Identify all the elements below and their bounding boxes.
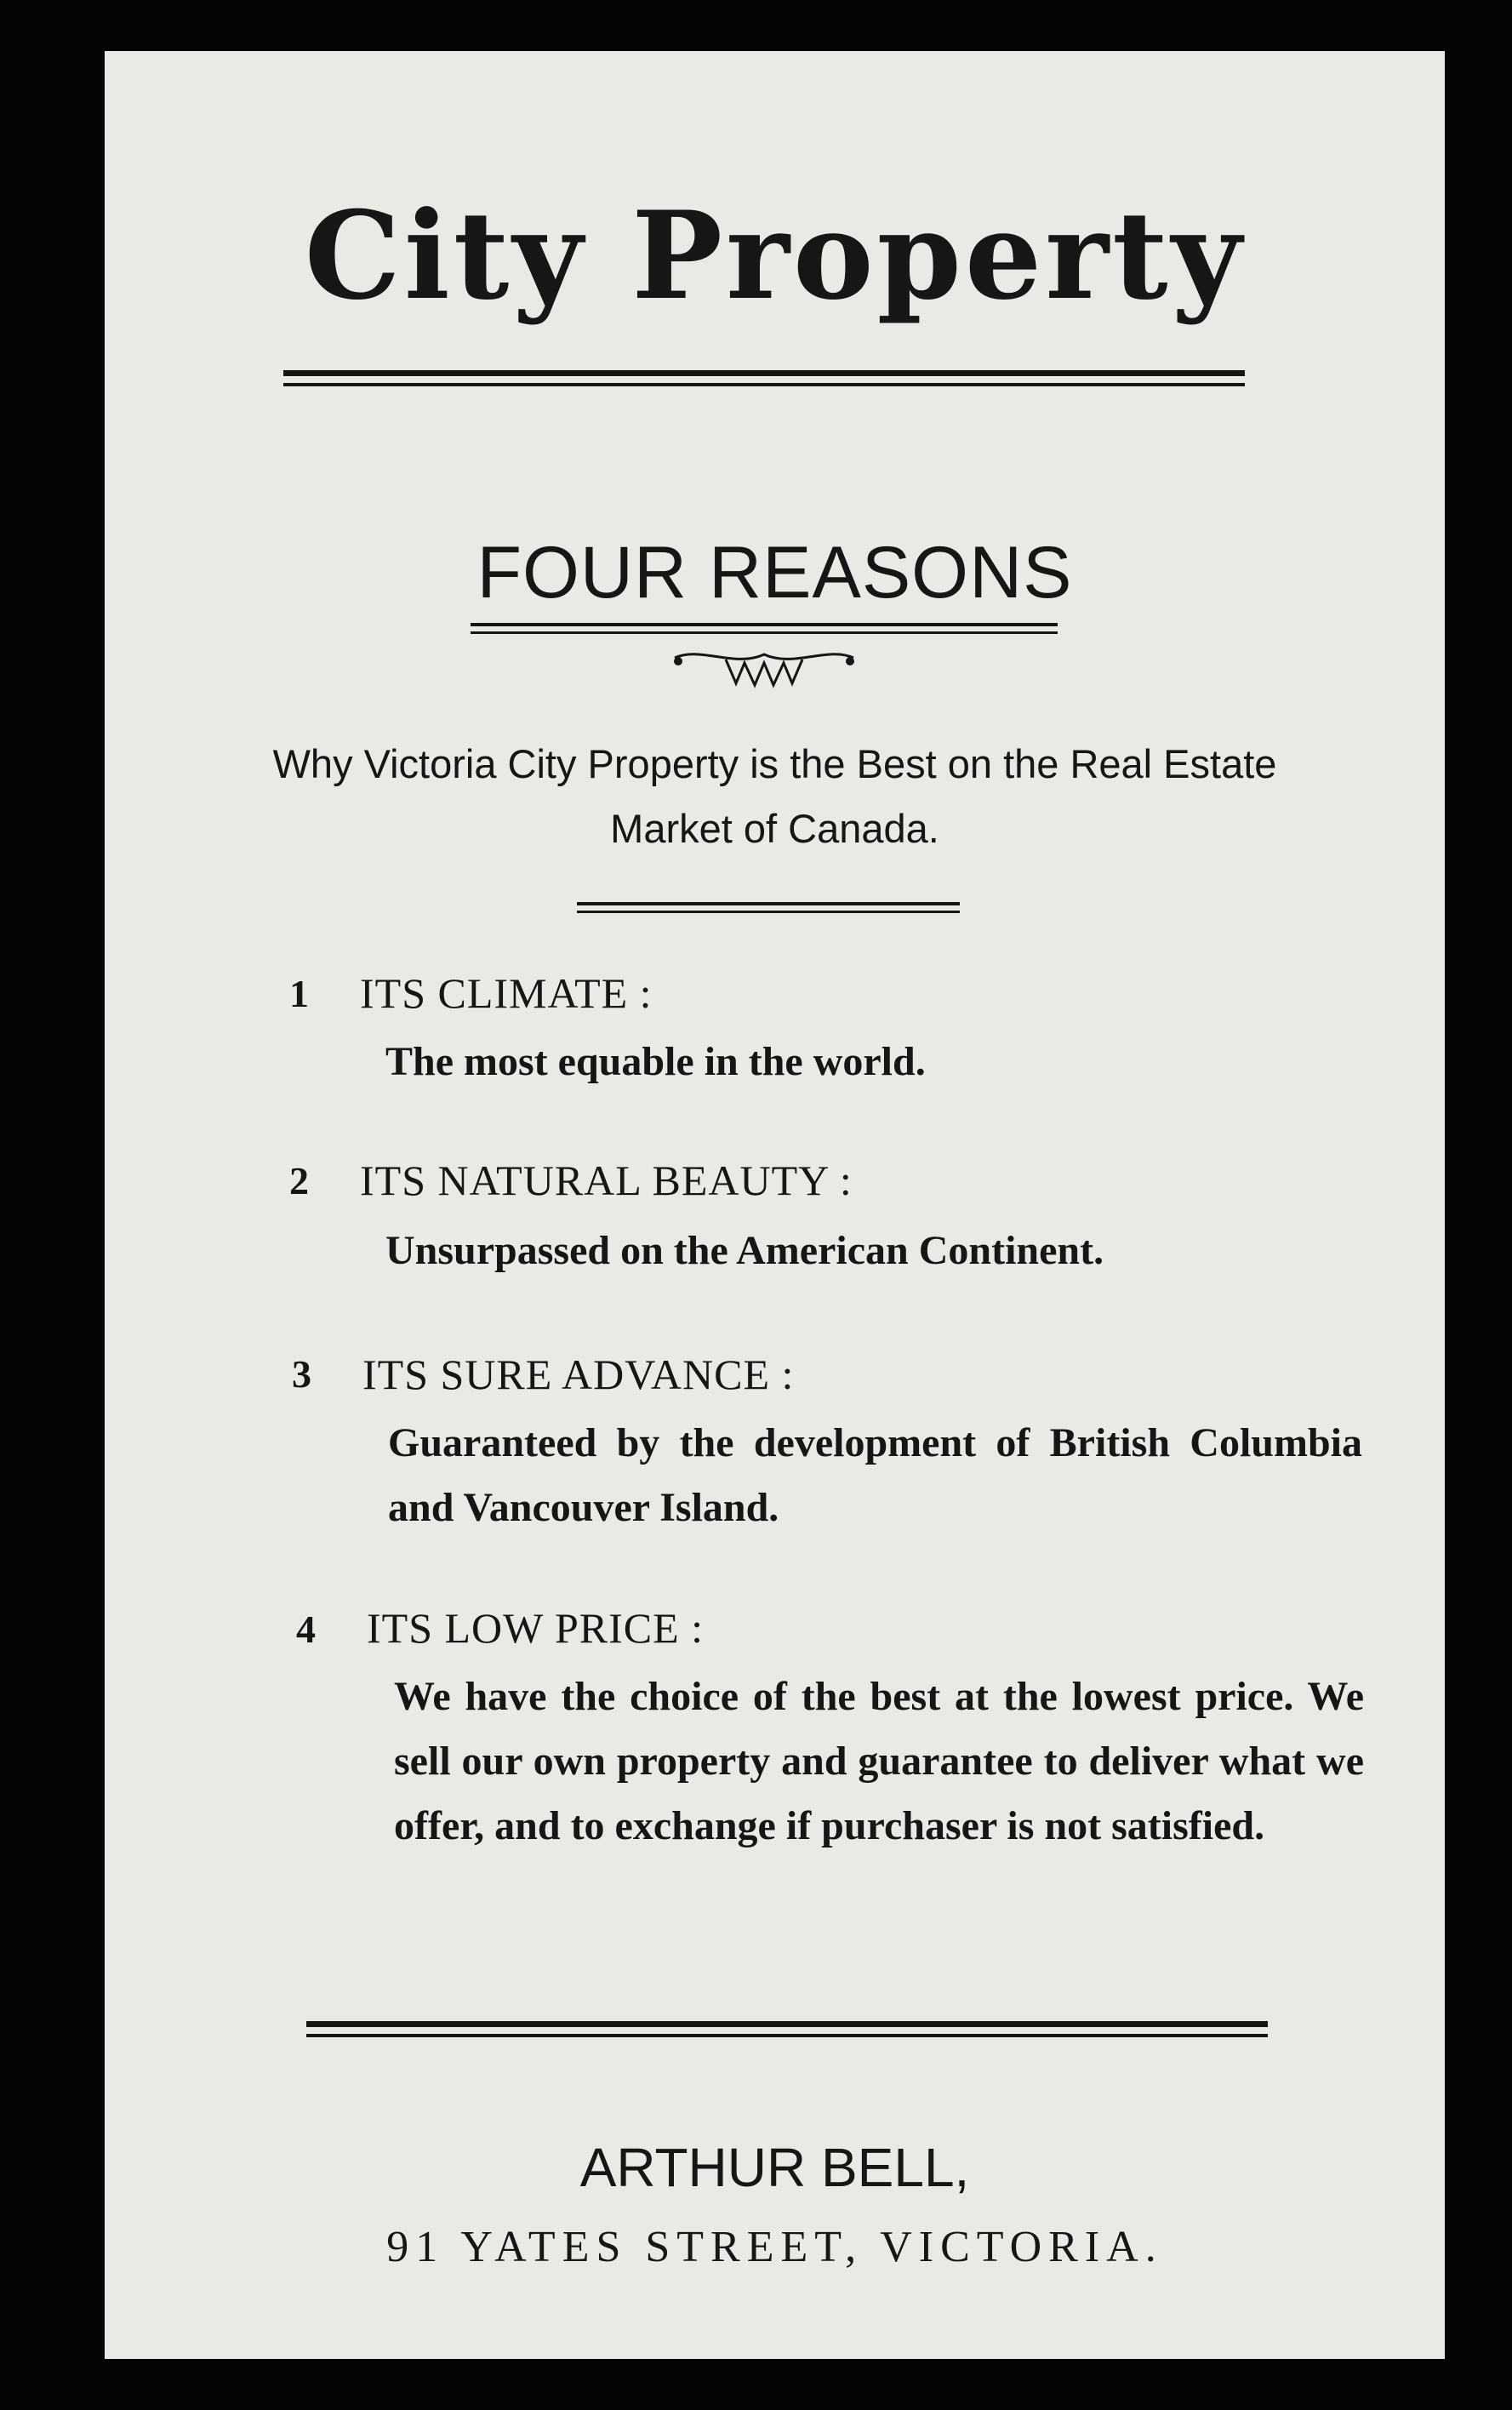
reason-3-body: Guaranteed by the development of British Columbia and Vancouver Island. [388, 1420, 1362, 1530]
reason-1-number: 1 [289, 972, 309, 1015]
heading-rule-bottom [471, 631, 1058, 634]
footer-name: ARTHUR BELL, [579, 2137, 970, 2198]
reason-3-title: ITS SURE ADVANCE : [362, 1351, 795, 1398]
reason-4-body: We have the choice of the best at the lowest price. We sell our own property and guarantee to deliver what we offer, and to exchange if purchaser is not satisfied. [394, 1674, 1364, 1848]
reason-3-number: 3 [292, 1352, 311, 1396]
reason-2-title: ITS NATURAL BEAUTY : [360, 1156, 853, 1204]
footer-address: 91 YATES STREET, VICTORIA. [386, 2223, 1163, 2271]
footer-rule-top [306, 2021, 1268, 2027]
subtitle-text: Why Victoria City Property is the Best on the Real Estate Market of Canada. [272, 741, 1277, 851]
reason-2-number: 2 [289, 1159, 309, 1202]
flyer-card [105, 51, 1445, 2359]
reason-4-title: ITS LOW PRICE : [367, 1604, 705, 1652]
reason-1-title: ITS CLIMATE : [360, 969, 653, 1017]
title-rule-bottom [283, 383, 1245, 386]
heading-rule-top [471, 623, 1058, 626]
reason-2-body: Unsurpassed on the American Continent. [385, 1228, 1104, 1273]
subtitle-rule-top [577, 902, 960, 905]
footer-rule-bottom [306, 2034, 1268, 2037]
section-heading: FOUR REASONS [476, 532, 1073, 614]
reason-4-number: 4 [296, 1608, 316, 1651]
subtitle-rule-bottom [577, 911, 960, 913]
document-title: City Property [304, 186, 1246, 327]
title-rule-top [283, 370, 1245, 376]
ornament-flourish-icon [666, 642, 862, 694]
reason-1-body: The most equable in the world. [385, 1039, 926, 1084]
